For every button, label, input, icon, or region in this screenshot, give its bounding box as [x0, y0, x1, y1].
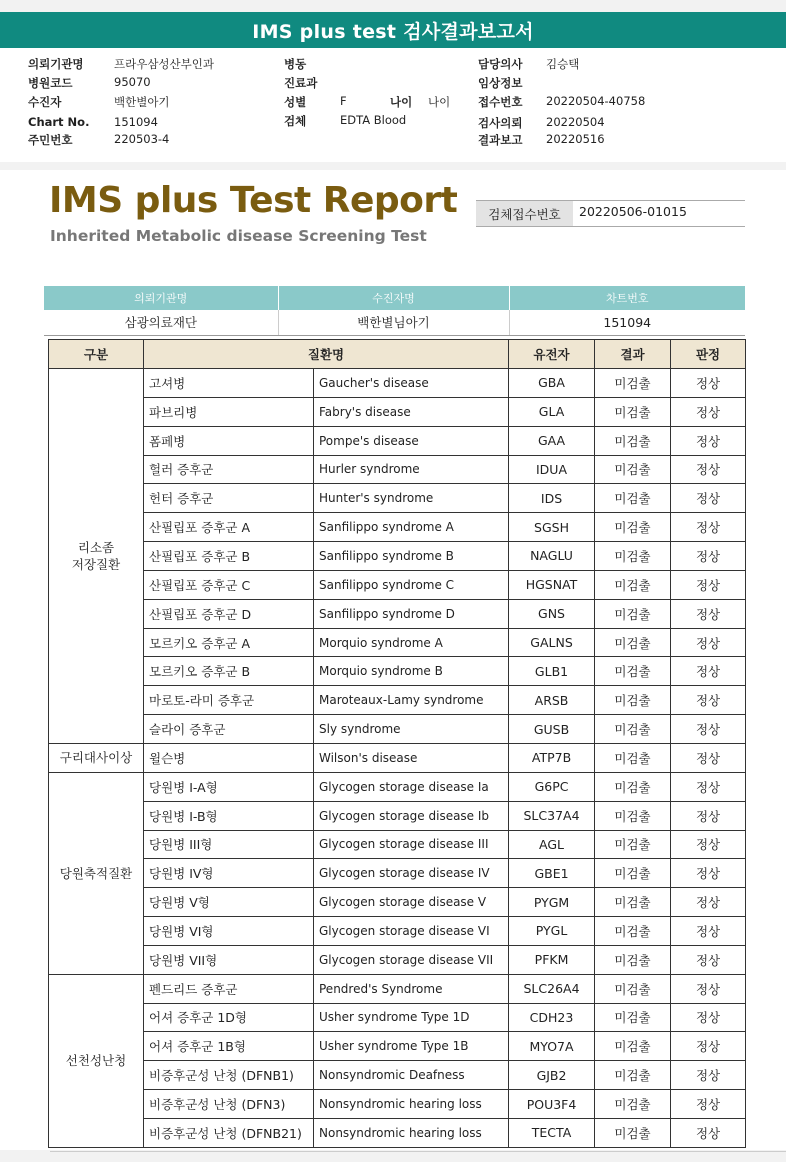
disease-name-english: Wilson's disease — [314, 743, 509, 772]
gene-cell: SLC26A4 — [509, 974, 595, 1003]
disease-name-english: Morquio syndrome A — [314, 628, 509, 657]
judgment-cell: 정상 — [671, 570, 746, 599]
judgment-cell: 정상 — [671, 801, 746, 830]
result-cell: 미검출 — [595, 1118, 671, 1147]
info-label-specimen: 검체 — [284, 114, 307, 128]
disease-name-english: Pompe's disease — [314, 426, 509, 455]
disease-name-korean: 산필립포 증후군 B — [144, 542, 314, 571]
disease-name-english: Fabry's disease — [314, 397, 509, 426]
judgment-cell: 정상 — [671, 1032, 746, 1061]
disease-name-korean: 모르키오 증후군 A — [144, 628, 314, 657]
summary-header-institution: 의뢰기관명 — [44, 286, 278, 310]
result-cell: 미검출 — [595, 715, 671, 744]
disease-name-korean: 당원병 VII형 — [144, 945, 314, 974]
gene-cell: SLC37A4 — [509, 801, 595, 830]
disease-name-english: Glycogen storage disease V — [314, 888, 509, 917]
gene-cell: CDH23 — [509, 1003, 595, 1032]
result-cell: 미검출 — [595, 426, 671, 455]
results-header-disease: 질환명 — [144, 340, 509, 369]
disease-name-korean: 어셔 증후군 1B형 — [144, 1032, 314, 1061]
disease-name-english: Maroteaux-Lamy syndrome — [314, 686, 509, 715]
disease-name-korean: 비증후군성 난청 (DFN3) — [144, 1090, 314, 1119]
judgment-cell: 정상 — [671, 715, 746, 744]
summary-table — [44, 286, 745, 336]
result-cell: 미검출 — [595, 801, 671, 830]
info-label-sex: 성별 — [284, 95, 307, 109]
results-body — [49, 369, 746, 1148]
gene-cell: GLA — [509, 397, 595, 426]
judgment-cell: 정상 — [671, 974, 746, 1003]
category-cell: 당원축적질환 — [49, 772, 144, 974]
result-cell: 미검출 — [595, 974, 671, 1003]
judgment-cell: 정상 — [671, 686, 746, 715]
disease-name-korean: 산필립포 증후군 C — [144, 570, 314, 599]
result-cell: 미검출 — [595, 743, 671, 772]
disease-name-english: Glycogen storage disease Ib — [314, 801, 509, 830]
disease-name-english: Glycogen storage disease III — [314, 830, 509, 859]
disease-name-english: Sly syndrome — [314, 715, 509, 744]
result-cell: 미검출 — [595, 917, 671, 946]
table-row — [49, 1003, 746, 1032]
result-cell: 미검출 — [595, 686, 671, 715]
judgment-cell: 정상 — [671, 455, 746, 484]
results-header-category: 구분 — [49, 340, 144, 369]
info-label-department: 진료과 — [284, 76, 318, 90]
info-value-report-date: 20220516 — [546, 132, 605, 146]
info-value-institution: 프라우삼성산부인과 — [114, 57, 214, 71]
disease-name-english: Usher syndrome Type 1D — [314, 1003, 509, 1032]
bottom-divider — [50, 1151, 786, 1152]
category-cell: 구리대사이상 — [49, 743, 144, 772]
results-header-result: 결과 — [595, 340, 671, 369]
result-cell: 미검출 — [595, 859, 671, 888]
info-value-sex: F — [340, 94, 347, 108]
judgment-cell: 정상 — [671, 1090, 746, 1119]
disease-name-english: Nonsyndromic Deafness — [314, 1061, 509, 1090]
gene-cell: HGSNAT — [509, 570, 595, 599]
judgment-cell: 정상 — [671, 426, 746, 455]
gene-cell: ATP7B — [509, 743, 595, 772]
table-row — [49, 628, 746, 657]
result-cell: 미검출 — [595, 542, 671, 571]
disease-name-english: Hurler syndrome — [314, 455, 509, 484]
info-value-receipt-no: 20220504-40758 — [546, 94, 646, 108]
summary-value-patient: 백한별님아기 — [278, 310, 509, 335]
info-label-request-date: 검사의뢰 — [478, 116, 523, 130]
result-cell: 미검출 — [595, 772, 671, 801]
disease-name-korean: 당원병 IV형 — [144, 859, 314, 888]
table-row — [49, 599, 746, 628]
info-label-chart-no: Chart No. — [28, 115, 90, 129]
disease-name-korean: 윌슨병 — [144, 743, 314, 772]
gene-cell: NAGLU — [509, 542, 595, 571]
disease-name-english: Pendred's Syndrome — [314, 974, 509, 1003]
result-cell: 미검출 — [595, 1090, 671, 1119]
gene-cell: IDUA — [509, 455, 595, 484]
disease-name-english: Glycogen storage disease VII — [314, 945, 509, 974]
info-label-hospital-code: 병원코드 — [28, 76, 73, 90]
info-label-receipt-no: 접수번호 — [478, 95, 523, 109]
table-row — [49, 369, 746, 398]
patient-info-panel — [0, 48, 786, 162]
result-cell: 미검출 — [595, 1003, 671, 1032]
gene-cell: AGL — [509, 830, 595, 859]
gene-cell: SGSH — [509, 513, 595, 542]
summary-header-chart-no: 차트번호 — [509, 286, 745, 310]
disease-name-korean: 비증후군성 난청 (DFNB21) — [144, 1118, 314, 1147]
table-row — [49, 542, 746, 571]
table-row — [49, 1090, 746, 1119]
table-row — [49, 801, 746, 830]
disease-name-english: Sanfilippo syndrome A — [314, 513, 509, 542]
result-cell: 미검출 — [595, 397, 671, 426]
judgment-cell: 정상 — [671, 369, 746, 398]
gene-cell: PFKM — [509, 945, 595, 974]
disease-name-korean: 폼페병 — [144, 426, 314, 455]
table-row — [49, 1118, 746, 1147]
gene-cell: GLB1 — [509, 657, 595, 686]
disease-name-english: Gaucher's disease — [314, 369, 509, 398]
disease-name-korean: 헌터 증후군 — [144, 484, 314, 513]
table-row — [49, 570, 746, 599]
table-row — [49, 1061, 746, 1090]
info-label-doctor: 담당의사 — [478, 57, 523, 71]
table-row — [49, 945, 746, 974]
gene-cell: PYGM — [509, 888, 595, 917]
result-cell: 미검출 — [595, 599, 671, 628]
disease-name-english: Sanfilippo syndrome B — [314, 542, 509, 571]
gene-cell: GNS — [509, 599, 595, 628]
disease-name-korean: 비증후군성 난청 (DFNB1) — [144, 1061, 314, 1090]
result-cell: 미검출 — [595, 628, 671, 657]
info-value-resident-no: 220503-4 — [114, 132, 170, 146]
disease-name-english: Morquio syndrome B — [314, 657, 509, 686]
judgment-cell: 정상 — [671, 542, 746, 571]
disease-name-korean: 당원병 VI형 — [144, 917, 314, 946]
summary-value-chart-no: 151094 — [509, 310, 745, 335]
table-row — [49, 426, 746, 455]
info-value-hospital-code: 95070 — [114, 75, 151, 89]
disease-name-korean: 고셔병 — [144, 369, 314, 398]
result-cell: 미검출 — [595, 657, 671, 686]
category-cell: 리소좀 저장질환 — [49, 369, 144, 744]
gene-cell: GALNS — [509, 628, 595, 657]
disease-name-english: Nonsyndromic hearing loss — [314, 1090, 509, 1119]
table-row — [49, 772, 746, 801]
judgment-cell: 정상 — [671, 743, 746, 772]
gene-cell: ARSB — [509, 686, 595, 715]
info-value-doctor: 김승택 — [546, 57, 580, 71]
results-header-gene: 유전자 — [509, 340, 595, 369]
judgment-cell: 정상 — [671, 1003, 746, 1032]
result-cell: 미검출 — [595, 830, 671, 859]
disease-name-korean: 펜드리드 증후군 — [144, 974, 314, 1003]
disease-name-korean: 파브리병 — [144, 397, 314, 426]
result-cell: 미검출 — [595, 369, 671, 398]
info-label-patient: 수진자 — [28, 95, 62, 109]
summary-value-institution: 삼광의료재단 — [44, 310, 278, 335]
category-cell: 선천성난청 — [49, 974, 144, 1147]
judgment-cell: 정상 — [671, 513, 746, 542]
table-row — [49, 455, 746, 484]
gene-cell: GAA — [509, 426, 595, 455]
gene-cell: GUSB — [509, 715, 595, 744]
table-row — [49, 657, 746, 686]
results-header-judgment: 판정 — [671, 340, 746, 369]
judgment-cell: 정상 — [671, 1118, 746, 1147]
judgment-cell: 정상 — [671, 945, 746, 974]
disease-name-english: Usher syndrome Type 1B — [314, 1032, 509, 1061]
table-row — [49, 484, 746, 513]
judgment-cell: 정상 — [671, 772, 746, 801]
info-value-specimen: EDTA Blood — [340, 113, 407, 127]
disease-name-korean: 당원병 I-A형 — [144, 772, 314, 801]
info-value-patient: 백한별아기 — [114, 95, 170, 109]
table-row — [49, 859, 746, 888]
disease-name-korean: 슬라이 증후군 — [144, 715, 314, 744]
table-row — [49, 888, 746, 917]
disease-name-korean: 산필립포 증후군 A — [144, 513, 314, 542]
disease-name-korean: 모르키오 증후군 B — [144, 657, 314, 686]
judgment-cell: 정상 — [671, 830, 746, 859]
summary-header-patient: 수진자명 — [278, 286, 509, 310]
info-value-age: 나이 — [428, 95, 451, 109]
disease-name-korean: 당원병 V형 — [144, 888, 314, 917]
judgment-cell: 정상 — [671, 484, 746, 513]
info-label-clinical-info: 임상정보 — [478, 76, 523, 90]
table-row — [49, 1032, 746, 1061]
report-page — [0, 170, 786, 1150]
info-label-report-date: 결과보고 — [478, 133, 523, 147]
result-cell: 미검출 — [595, 484, 671, 513]
result-cell: 미검출 — [595, 888, 671, 917]
table-row — [49, 974, 746, 1003]
info-label-resident-no: 주민번호 — [28, 133, 73, 147]
judgment-cell: 정상 — [671, 599, 746, 628]
results-table — [48, 339, 746, 1148]
disease-name-english: Sanfilippo syndrome D — [314, 599, 509, 628]
disease-name-english: Sanfilippo syndrome C — [314, 570, 509, 599]
specimen-receipt-box — [476, 200, 745, 227]
disease-name-english: Hunter's syndrome — [314, 484, 509, 513]
judgment-cell: 정상 — [671, 859, 746, 888]
gene-cell: GBA — [509, 369, 595, 398]
disease-name-korean: 마로토-라미 증후군 — [144, 686, 314, 715]
gene-cell: GBE1 — [509, 859, 595, 888]
gene-cell: PYGL — [509, 917, 595, 946]
table-row — [49, 513, 746, 542]
disease-name-korean: 당원병 III형 — [144, 830, 314, 859]
result-cell: 미검출 — [595, 513, 671, 542]
info-label-institution: 의뢰기관명 — [28, 57, 84, 71]
result-cell: 미검출 — [595, 945, 671, 974]
info-label-age: 나이 — [390, 95, 413, 109]
judgment-cell: 정상 — [671, 1061, 746, 1090]
table-row — [49, 715, 746, 744]
specimen-receipt-label: 검체접수번호 — [476, 201, 573, 226]
disease-name-korean: 산필립포 증후군 D — [144, 599, 314, 628]
gene-cell: TECTA — [509, 1118, 595, 1147]
info-value-chart-no: 151094 — [114, 115, 158, 129]
disease-name-english: Nonsyndromic hearing loss — [314, 1118, 509, 1147]
judgment-cell: 정상 — [671, 917, 746, 946]
gene-cell: MYO7A — [509, 1032, 595, 1061]
judgment-cell: 정상 — [671, 397, 746, 426]
result-cell: 미검출 — [595, 570, 671, 599]
gene-cell: IDS — [509, 484, 595, 513]
result-cell: 미검출 — [595, 455, 671, 484]
report-header-title: IMS plus test 검사결과보고서 — [0, 12, 786, 48]
info-value-request-date: 20220504 — [546, 115, 605, 129]
table-row — [49, 830, 746, 859]
judgment-cell: 정상 — [671, 657, 746, 686]
info-label-ward: 병동 — [284, 57, 307, 71]
disease-name-english: Glycogen storage disease Ia — [314, 772, 509, 801]
disease-name-korean: 헐러 증후군 — [144, 455, 314, 484]
specimen-receipt-value: 20220506-01015 — [579, 204, 687, 219]
table-row — [49, 686, 746, 715]
disease-name-korean: 어셔 증후군 1D형 — [144, 1003, 314, 1032]
gene-cell: G6PC — [509, 772, 595, 801]
result-cell: 미검출 — [595, 1061, 671, 1090]
report-subtitle: Inherited Metabolic disease Screening Test — [50, 227, 427, 245]
result-cell: 미검출 — [595, 1032, 671, 1061]
gene-cell: GJB2 — [509, 1061, 595, 1090]
judgment-cell: 정상 — [671, 888, 746, 917]
table-row — [49, 917, 746, 946]
report-title: IMS plus Test Report — [49, 180, 458, 221]
judgment-cell: 정상 — [671, 628, 746, 657]
table-row — [49, 397, 746, 426]
disease-name-english: Glycogen storage disease IV — [314, 859, 509, 888]
disease-name-korean: 당원병 I-B형 — [144, 801, 314, 830]
disease-name-english: Glycogen storage disease VI — [314, 917, 509, 946]
table-row — [49, 743, 746, 772]
gene-cell: POU3F4 — [509, 1090, 595, 1119]
